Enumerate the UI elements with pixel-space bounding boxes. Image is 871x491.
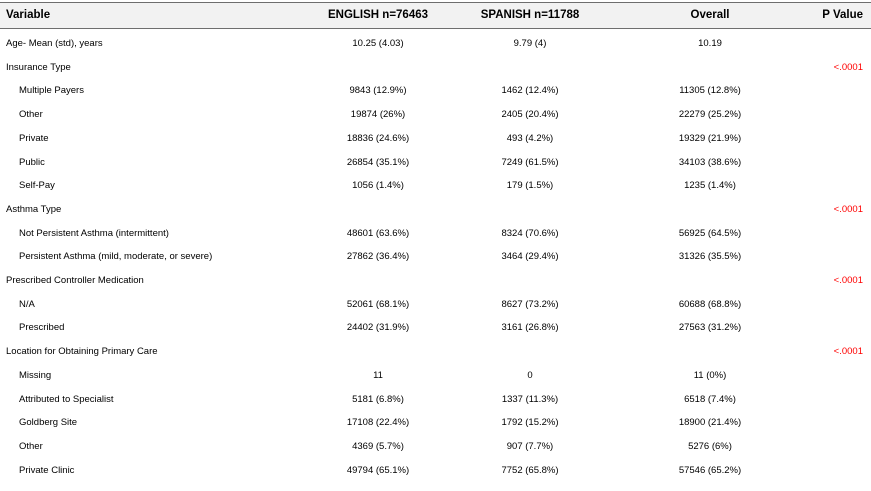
spanish-cell: 493 (4.2%): [506, 132, 554, 144]
spanish-cell: 7249 (61.5%): [501, 156, 559, 168]
variable-cell: Not Persistent Asthma (intermittent): [19, 227, 169, 239]
spanish-cell: 0: [527, 369, 533, 381]
variable-cell: Multiple Payers: [19, 85, 84, 97]
overall-cell: [640, 56, 780, 80]
english-cell: [308, 340, 448, 364]
table-row: [0, 127, 871, 151]
variable-cell: Attributed to Specialist: [19, 393, 114, 405]
spanish-cell: [460, 56, 600, 80]
english-cell: 17108 (22.4%): [346, 417, 410, 429]
english-cell: 10.25 (4.03): [352, 38, 404, 49]
english-cell: [308, 198, 448, 222]
overall-cell: 1235 (1.4%): [684, 180, 736, 192]
overall-cell: 11305 (12.8%): [679, 85, 741, 97]
overall-cell: 22279 (25.2%): [678, 109, 742, 121]
spanish-cell: 8627 (73.2%): [501, 298, 559, 310]
english-cell: 19874 (26%): [350, 109, 406, 121]
table-row: [0, 151, 871, 175]
spanish-cell: [460, 340, 600, 364]
table-row: [0, 198, 871, 222]
table-row: [0, 79, 871, 103]
spanish-cell: 179 (1.5%): [506, 180, 554, 192]
table-row: [0, 245, 871, 269]
spanish-cell: 3464 (29.4%): [501, 251, 559, 263]
spanish-cell: 1792 (15.2%): [501, 417, 559, 429]
overall-cell: 19329 (21.9%): [678, 132, 742, 144]
table-row: [0, 174, 871, 198]
variable-cell: Location for Obtaining Primary Care: [6, 346, 158, 358]
spanish-cell: 1462 (12.4%): [501, 85, 559, 97]
english-cell: 49794 (65.1%): [346, 464, 410, 476]
english-cell: 4369 (5.7%): [352, 440, 404, 452]
variable-cell: Goldberg Site: [19, 417, 78, 429]
header-variable: Variable: [6, 9, 51, 21]
table-row: [0, 103, 871, 127]
table-row: [0, 316, 871, 340]
overall-cell: 31326 (35.5%): [678, 251, 742, 263]
variable-cell: Private: [19, 132, 49, 144]
overall-cell: 57546 (65.2%): [678, 464, 742, 476]
table-row: [0, 56, 871, 80]
header-spanish: SPANISH n=11788: [480, 9, 580, 21]
overall-cell: 10.19: [698, 38, 722, 49]
spanish-cell: [460, 269, 600, 293]
overall-cell: 34103 (38.6%): [678, 156, 742, 168]
spanish-cell: 7752 (65.8%): [501, 464, 559, 476]
english-cell: 48601 (63.6%): [346, 227, 410, 239]
variable-cell: Private Clinic: [19, 464, 75, 476]
overall-cell: 27563 (31.2%): [678, 322, 742, 334]
english-cell: 27862 (36.4%): [346, 251, 410, 263]
header-english: ENGLISH n=76463: [327, 9, 429, 21]
table-row: [0, 340, 871, 364]
variable-cell: Other: [19, 440, 43, 452]
spanish-cell: 3161 (26.8%): [501, 322, 559, 334]
english-cell: 5181 (6.8%): [352, 393, 404, 405]
p-value-cell: <.0001: [833, 203, 863, 215]
p-value-cell: <.0001: [833, 346, 863, 358]
variable-cell: Self-Pay: [19, 180, 55, 192]
english-cell: 11: [373, 369, 383, 381]
english-cell: 18836 (24.6%): [346, 132, 410, 144]
overall-cell: 11 (0%): [693, 369, 727, 381]
table-row: [0, 269, 871, 293]
spanish-cell: 9.79 (4): [513, 38, 547, 49]
overall-cell: 18900 (21.4%): [678, 417, 742, 429]
overall-cell: [640, 269, 780, 293]
table-header: [0, 2, 871, 29]
p-value-cell: <.0001: [833, 61, 863, 73]
overall-cell: [640, 340, 780, 364]
variable-cell: Persistent Asthma (mild, moderate, or severe): [19, 251, 213, 263]
spanish-cell: 907 (7.7%): [506, 440, 554, 452]
p-value-cell: <.0001: [833, 275, 863, 286]
spanish-cell: [460, 198, 600, 222]
table-row: [0, 364, 871, 388]
spanish-cell: 8324 (70.6%): [501, 227, 559, 239]
variable-cell: Asthma Type: [6, 203, 62, 215]
variable-cell: Public: [19, 156, 45, 168]
header-p-value: P Value: [822, 9, 863, 21]
english-cell: 52061 (68.1%): [346, 298, 410, 310]
table-row: [0, 459, 871, 483]
spanish-cell: 1337 (11.3%): [501, 393, 559, 405]
variable-cell: Prescribed Controller Medication: [6, 275, 144, 286]
variable-cell: Age- Mean (std), years: [6, 38, 103, 49]
overall-cell: 60688 (68.8%): [678, 298, 742, 310]
overall-cell: 5276 (6%): [688, 440, 732, 452]
english-cell: 24402 (31.9%): [346, 322, 410, 334]
variable-cell: Missing: [19, 369, 52, 381]
table-row: [0, 222, 871, 246]
table-row: [0, 293, 871, 317]
overall-cell: [640, 198, 780, 222]
english-cell: [308, 56, 448, 80]
overall-cell: 6518 (7.4%): [684, 393, 736, 405]
overall-cell: 56925 (64.5%): [678, 227, 742, 239]
table-row: [0, 32, 871, 56]
variable-cell: N/A: [19, 298, 35, 310]
table-row: [0, 435, 871, 459]
variable-cell: Insurance Type: [6, 61, 71, 73]
table-row: [0, 411, 871, 435]
english-cell: 9843 (12.9%): [349, 85, 407, 97]
variable-cell: Other: [19, 109, 43, 121]
header-overall: Overall: [690, 9, 730, 21]
english-cell: 1056 (1.4%): [352, 180, 404, 192]
english-cell: 26854 (35.1%): [346, 156, 410, 168]
variable-cell: Prescribed: [19, 322, 65, 334]
english-cell: [308, 269, 448, 293]
spanish-cell: 2405 (20.4%): [501, 109, 559, 121]
table-row: [0, 388, 871, 412]
